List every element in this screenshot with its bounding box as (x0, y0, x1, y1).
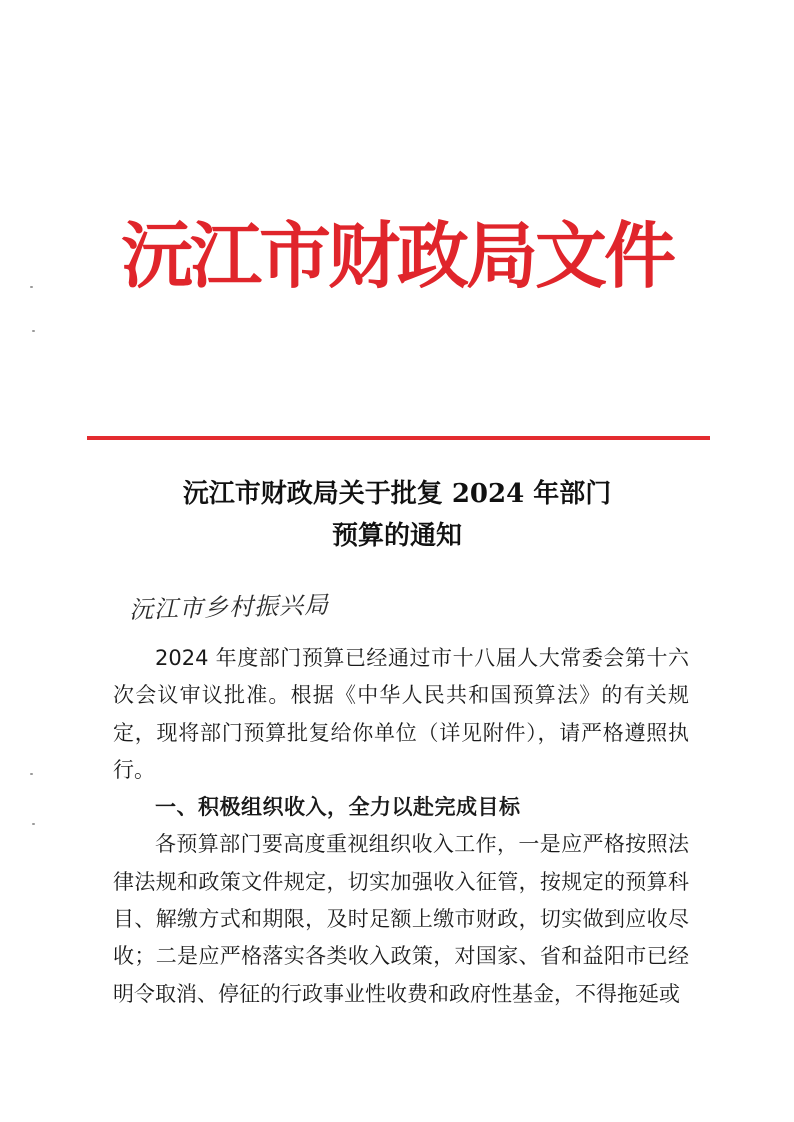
scan-speck (30, 773, 33, 775)
body-paragraph-2: 各预算部门要高度重视组织收入工作，一是应严格按照法律法规和政策文件规定，切实加强收入征管，按规定的预算科目、解缴方式和期限，及时足额上缴市财政，切实做到应收尽收；二是应严格落实各类收入政策，对国家、省和益阳市已经明令取消、停征的行政事业性收费和政府性基金，不得拖延或 (113, 832, 689, 1006)
document-body (113, 640, 689, 1013)
section-heading-1: 一、积极组织收入，全力以赴完成目标 (155, 795, 521, 820)
title-line-2: 预算的通知 (331, 521, 462, 551)
recipient-handwritten: 沅江市乡村振兴局 (128, 590, 330, 624)
scan-speck (32, 330, 35, 332)
title-line-1: 沅江市财政局关于批复 2024 年部门 (182, 479, 612, 509)
document-title (0, 473, 794, 557)
body-paragraph-1: 2024 年度部门预算已经通过市十八届人大常委会第十六次会议审议批准。根据《中华人民共和国预算法》的有关规定，现将部门预算批复给你单位（详见附件），请严格遵照执行。 (113, 646, 689, 782)
scan-speck (32, 823, 35, 825)
issuer-banner: 沅江市财政局文件 (120, 213, 673, 298)
red-divider-line (87, 436, 710, 440)
